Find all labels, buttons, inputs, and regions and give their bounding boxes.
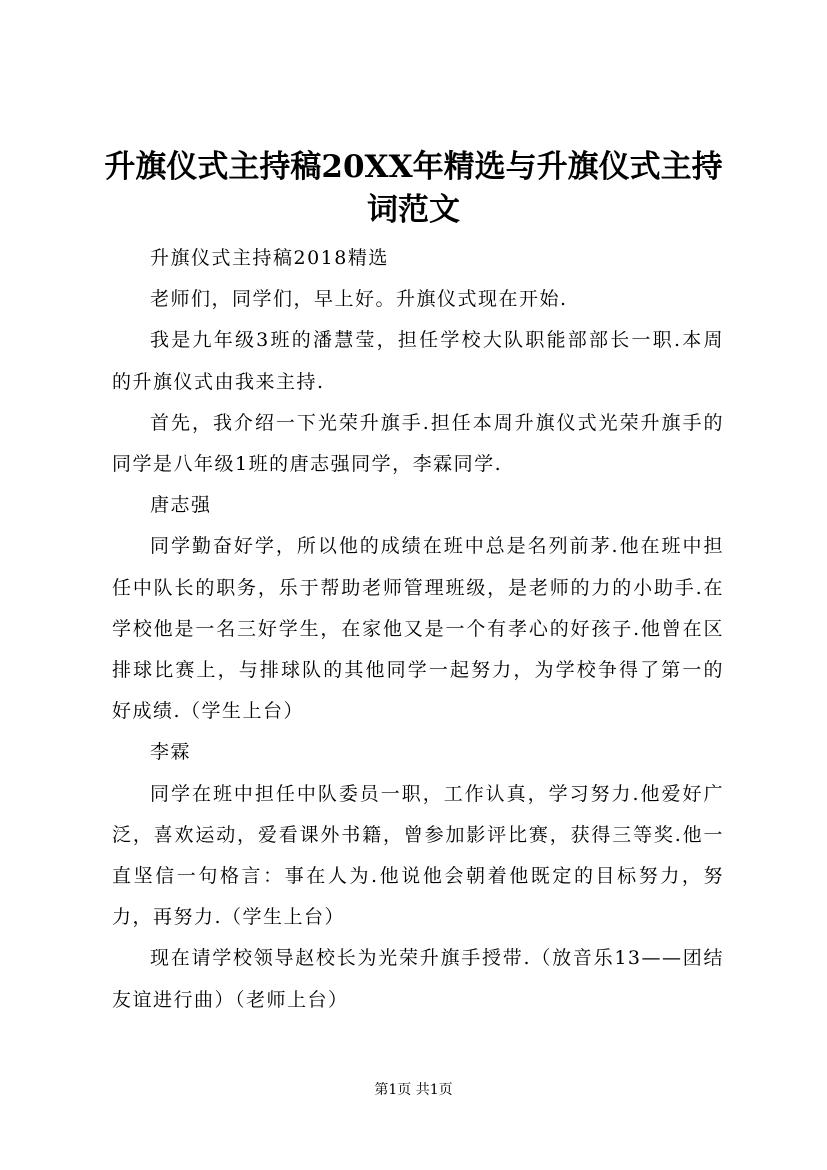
paragraph: 现在请学校领导赵校长为光荣升旗手授带.（放音乐13——团结友谊进行曲）（老师上台）	[112, 947, 724, 1011]
paragraph: 同学在班中担任中队委员一职，工作认真，学习努力.他爱好广泛，喜欢运动，爱看课外书籍，曾参加影评比赛，获得三等奖.他一直坚信一句格言：事在人为.他说他会朝着他既定的目标努力，努力，再努力.（学生上台）	[112, 782, 724, 929]
paragraph: 同学勤奋好学，所以他的成绩在班中总是名列前茅.他在班中担任中队长的职务，乐于帮助老师管理班级，是老师的力的小助手.在学校他是一名三好学生，在家他又是一个有孝心的好孩子.他曾在区排球比赛上，与排球队的其他同学一起努力，为学校争得了第一的好成绩.（学生上台）	[112, 535, 724, 723]
section-heading: 升旗仪式主持稿2018精选	[150, 247, 389, 269]
document-body	[112, 238, 724, 1021]
paragraph: 老师们，同学们，早上好。升旗仪式现在开始.	[150, 288, 568, 311]
paragraph: 首先，我介绍一下光荣升旗手.担任本周升旗仪式光荣升旗手的同学是八年级1班的唐志强同学，李霖同学.	[112, 411, 724, 476]
page-footer: 第1页 共1页	[374, 1082, 453, 1098]
document-title: 升旗仪式主持稿20XX年精选与升旗仪式主持词范文	[104, 149, 723, 228]
name-heading: 李霖	[150, 741, 192, 764]
paragraph: 我是九年级3班的潘慧莹，担任学校大队职能部部长一职.本周的升旗仪式由我来主持.	[112, 329, 724, 393]
name-heading: 唐志强	[150, 494, 212, 517]
